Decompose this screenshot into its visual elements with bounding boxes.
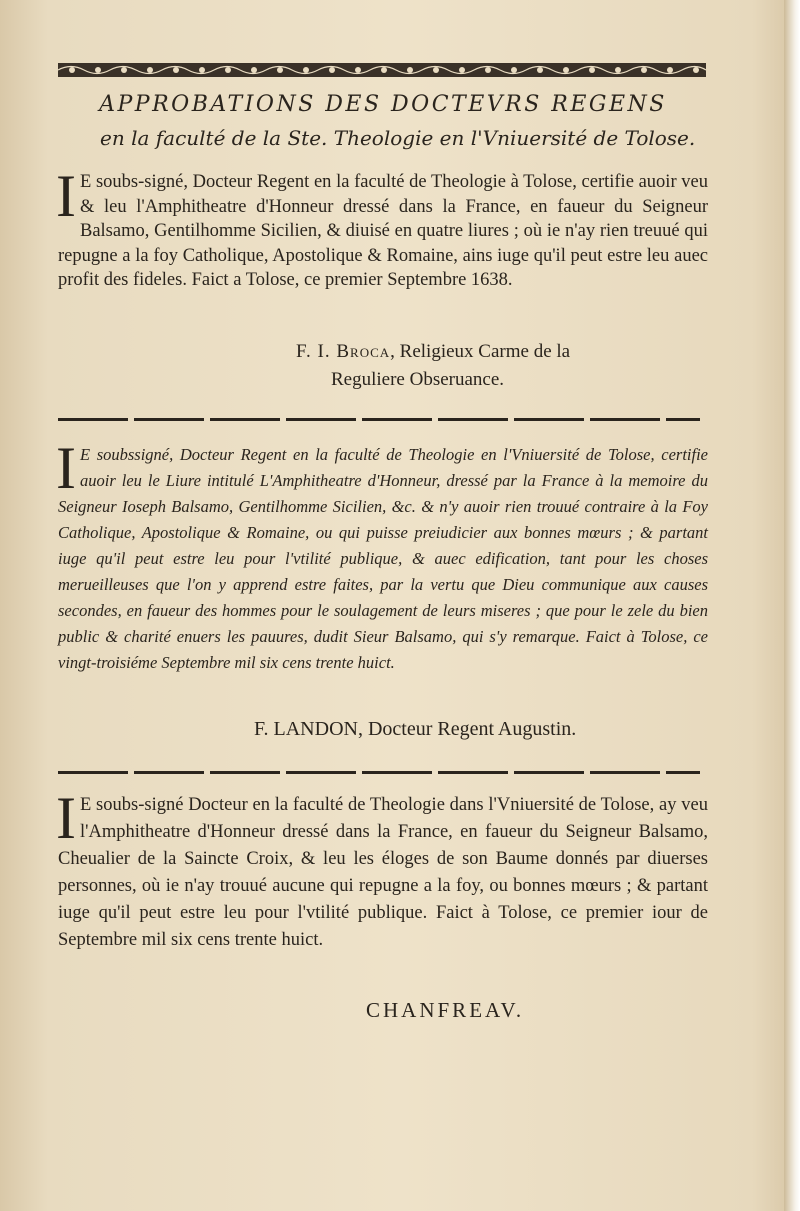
drop-cap: I (56, 163, 76, 229)
decorative-ornament-band (58, 60, 706, 80)
signature-title: , Religieux Carme de la (390, 341, 571, 362)
approbation-2-text: E soubssigné, Docteur Regent en la faculté de Theologie en l'Vniuersité de Tolose, certifie auoir leu le Liure intitulé L'Amphitheatre d'Honneur, dressé par la France à la memoire du Seigneur Ioseph Balsamo, Gentilhomme Sicilien, &c. & n'y auoir rien trouué contraire à la Foy Catholique, Apostolique & Romaine, ou qui puisse preiudicier aux bonnes mœurs ; & partant iuge qu'il peut estre leu pour l'vtilité publique, & auec edification, tant pour les choses merueilleuses que l'on y apprend estre faites, par la vertu que Dieu communique aux causes secondes, en faueur des hommes pour le soulagement de leurs miseres ; que pour le zele du bien public & charité enuers les pauures, dudit Sieur Balsamo, qui s'y remarque. Faict à Tolose, ce vingt-troisiéme Septembre mil six cens trente huict. (58, 445, 708, 672)
approbation-2 (56, 435, 708, 676)
approbation-3-text: E soubs-signé Docteur en la faculté de Theologie dans l'Vniuersité de Tolose, ay veu l'Amphitheatre d'Honneur dressé dans la France, en faueur du Seigneur Balsamo, Cheualier de la Saincte Croix, & leu les éloges de son Baume donnés par diuerses personnes, où ie n'ay trouué aucune qui repugne a la foy, ou bonnes mœurs ; & partant iuge qu'il peut estre leu pour l'vtilité publique. Faict à Tolose, ce premier iour de Septembre mil six cens trente huict. (58, 795, 708, 950)
approbation-3 (56, 785, 708, 954)
signature-name: F. I. Broca (296, 341, 391, 362)
approbation-1-signature (296, 341, 570, 363)
approbation-1-signature-line2: Reguliere Obseruance. (331, 369, 505, 390)
drop-cap: I (56, 435, 76, 501)
approbation-1-text: E soubs-signé, Docteur Regent en la faculté de Theologie à Tolose, certifie auoir veu & leu l'Amphitheatre d'Honneur dressé dans la France, en faueur du Seigneur Balsamo, Gentilhomme Sicilien, & diuisé en quatre liures ; où ie n'ay rien treuué qui repugne a la foy Catholique, Apostolique & Romaine, ains iuge qu'il peut estre leu auec profit des fideles. Faict a Tolose, ce premier Septembre 1638. (58, 172, 708, 290)
section-divider (58, 418, 700, 421)
approbation-1 (56, 163, 708, 293)
page-title: APPROBATIONS DES DOCTEVRS REGENS (99, 92, 667, 117)
page-subtitle: en la faculté de la Ste. Theologie en l'Vniuersité de Tolose. (100, 126, 696, 150)
page-edge (784, 0, 800, 1211)
approbation-3-signature: CHANFREAV. (366, 998, 525, 1022)
section-divider (58, 771, 700, 774)
drop-cap: I (56, 785, 76, 851)
approbation-2-signature: F. LANDON, Docteur Regent Augustin. (254, 718, 577, 740)
